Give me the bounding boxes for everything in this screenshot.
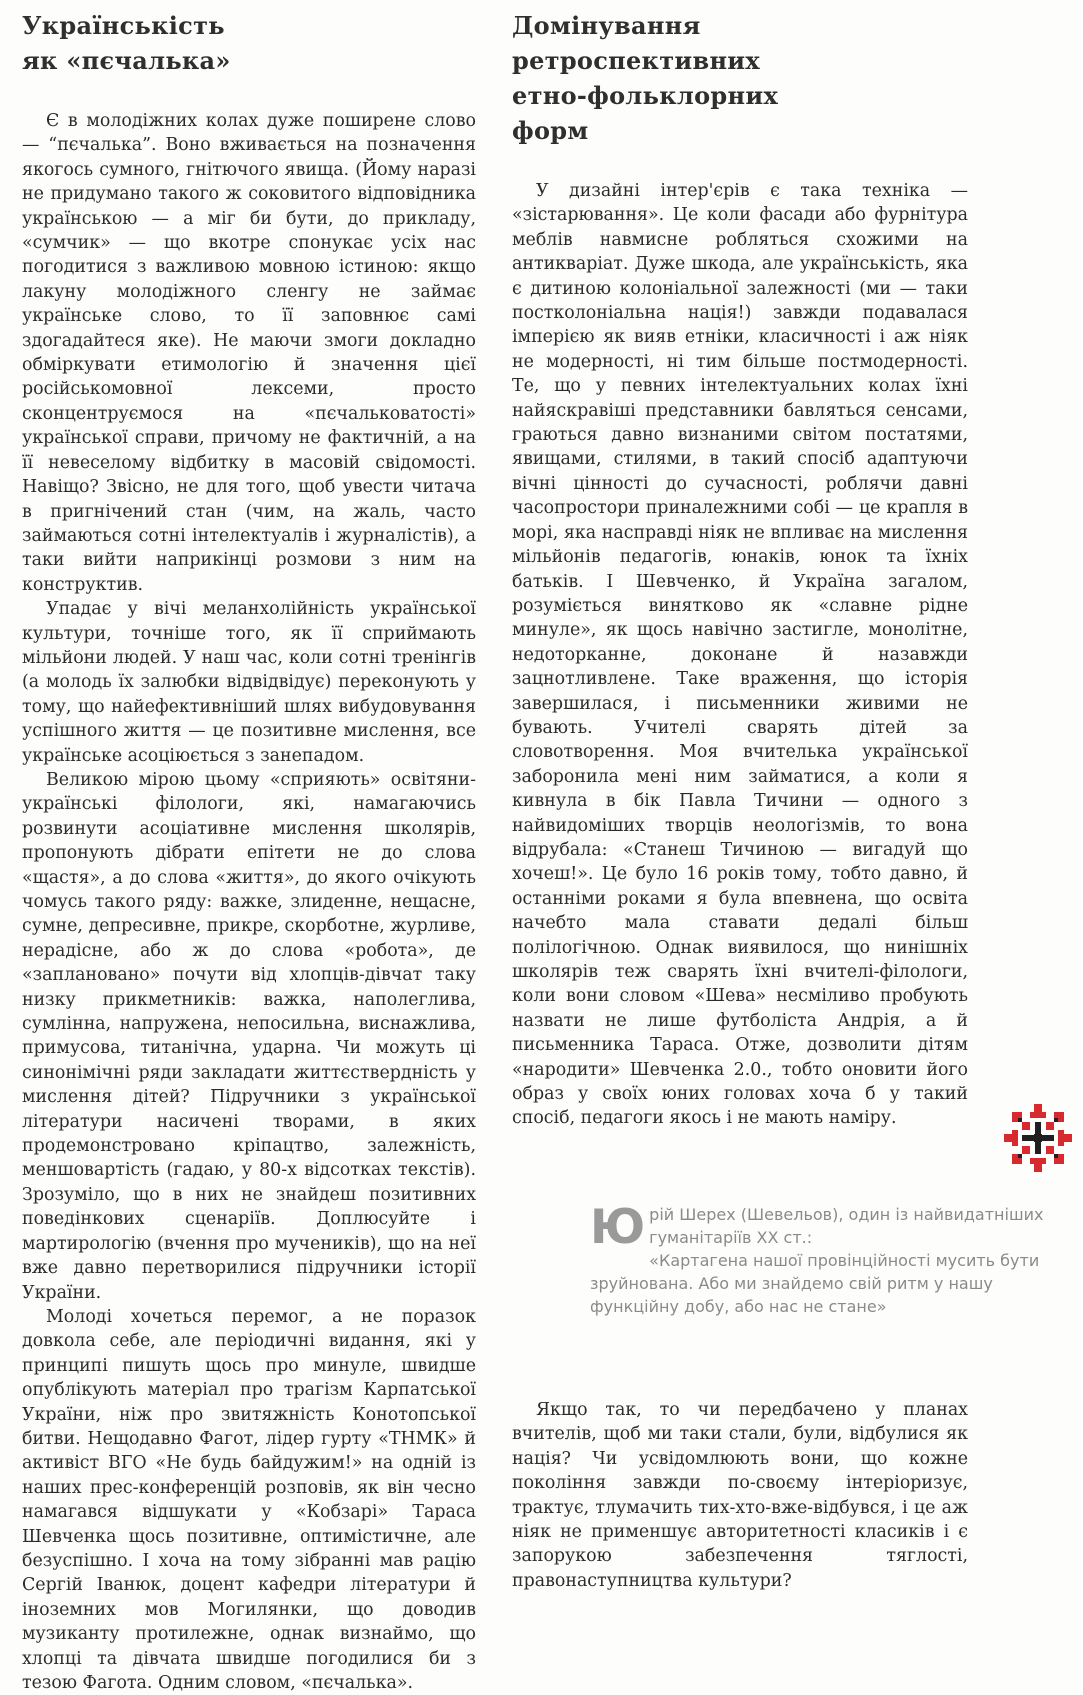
right-paragraph-1: У дизайні інтер'єрів є така техніка — «зістарювання». Це коли фасади або фурнітура меблів навмисне робляться схожими на антикваріат. Дуже шкода, але українськість, яка є дитиною колоніальної залежності (ми — таки постколоніальна нація!) завжди подавалася імперією як вияв етніки, класичності і аж ніяк не модерності, ні тим більше постмодерності. Те, що у певних інтелектуальних колах їхні найяскравіші представники бавляться сенсами, граються давно визнаними світом постатями, явищами, стилями, в такий спосіб адаптуючи вічні цінності до сучасності, роблячи давні часопростори приналежними собі — це крапля в морі, яка насправді ніяк не впливає на мислення мільйонів педагогів, юнаків, юнок та їхніх батьків. І Шевченко, й Україна загалом, розуміється винятково як «славне рідне минуле», як щось навічно застигле, монолітне, недоторканне, доконане й назавжди зацнотливлене. Таке враження, що історія завершилася, і письменники живими не бувають. Учителі сварять дітей за словотворення. Моя вчителька української заборонила мені ним займатися, а коли я кивнула в бік Павла Тичини — одного з найвидоміших творців неологізмів, то вона відрубала: «Станеш Тичиною — вигадуй що хочеш!». Це було 16 років тому, тобто давно, й останніми роками я була впевнена, що освіта начебто мала ставати дедалі більш полілогічною. Однак виявилося, що нинішніх школярів теж сварять їхні вчителі-філологи, коли вони словом «Шева» несміливо пробують назвати не лише футболіста Андрія, а й письменника Тараса. Отже, дозволити дітям «народити» Шевченка 2.0., тобто оновити його образ у своїх юних головах хоча б у такий спосіб, педагоги якось і не мають наміру. — [512, 181, 968, 1129]
right-closing-paragraph: Якщо так, то чи передбачено у планах вчителів, щоб ми таки стали, були, відбулися як нація? Чи усвідомлюють вони, що кожне покоління завжди по-своєму інтеріоризує, трактує, тлумачить тих-хто-вже-відбувся, і це аж ніяк не применшує авторитетності класиків і є запорукою забезпечення тяглості, правонаступництва культури? — [512, 1400, 968, 1591]
quote-text: «Картагена нашої провінційності мусить бути зруйнована. Або ми знайдемо свій ритм у нашу функційну добу, або нас не стане» — [590, 1251, 1040, 1316]
right-heading — [512, 8, 968, 148]
left-heading-line2: як «пєчалька» — [22, 46, 231, 75]
left-heading — [22, 8, 476, 78]
right-heading-line2: ретроспективних — [512, 46, 761, 75]
right-heading-line3: етно-фольклорних — [512, 81, 779, 110]
left-paragraph-4: Молоді хочеться перемог, а не поразок довкола себе, але періодичні видання, які у принципі пишуть щось про минуле, швидше опублікують матеріал про трагізм Карпатської України, ніж про звитяжність Конотопської битви. Нещодавно Фагот, лідер гурту «ТНМК» й активіст ВГО «Не будь байдужим!» на одній із наших прес-конференцій розповів, як він чесно намагався відшукати у «Кобзарі» Тараса Шевченка щось позитивне, оптимістичне, але безуспішно. І хоча на тому зібранні мав рацію Сергій Іванюк, доцент кафедри літератури й іноземних мов Могилянки, що доводив музиканту протилежне, однак визнаймо, що хлопці та дівчата швидше погодилися би з тезою Фагота. Одним словом, «пєчалька». — [22, 1306, 476, 1693]
left-heading-line1: Українськість — [22, 11, 225, 40]
right-heading-line1: Домінування — [512, 11, 701, 40]
right-heading-line4: форм — [512, 116, 589, 145]
left-paragraph-1: Є в молодіжних колах дуже поширене слово — “пєчалька”. Воно вживається на позначення якогось сумного, гнітючого явища. (Йому наразі не придумано такого ж соковитого відповідника українською — а міг би бути, до прикладу, «сумчик» — що вкотре спонукає усіх нас погодитися з важливою мовною істиною: якщо лакуну молодіжного сленгу не займає українське слово, то її заповнює самі здогадайтеся яке). Не маючи змоги докладно обміркувати етимологію й значення цієї російськомовної лексеми, просто сконцентруємося на «пєчальковатості» української справи, причому не фактичній, а на її невеселому відбитку в масовій свідомості. Навіщо? Звісно, не для того, щоб увести читача в пригнічений стан (чим, на жаль, часто займаються сотні інтелектуалів і журналістів), а таки вийти наприкінці розмови з ним на конструктив. — [22, 111, 476, 595]
right-column — [512, 8, 968, 1131]
left-column — [22, 8, 476, 1695]
quote-initial: Ю — [590, 1200, 646, 1255]
left-paragraph-2: Упадає у вічі меланхолійність української культури, точніше того, як її сприймають мільйони людей. У наш час, коли сотні тренінгів (а молодь їх залюбки відвідвідує) переконують у тому, що найефективніший шлях вибудовування успішного життя — це позитивне мислення, все українське асоціюється з занепадом. — [22, 599, 476, 766]
embroidery-star-icon — [1002, 1102, 1074, 1174]
right-closing-block — [512, 1398, 968, 1593]
quote-attribution: рій Шерех (Шевельов), один із найвидатніших гуманітаріїв ХХ ст.: — [649, 1205, 1044, 1247]
left-paragraph-3: Великою мірою цьому «сприяють» освітяни-українські філологи, які, намагаючись розвинути асоціативне мислення школярів, пропонують дібрати епітети не до слова «щастя», а до слова «життя», до якого очікують чомусь такого ряду: важке, злиденне, нещасне, сумне, депресивне, прикре, скорботне, журливе, нерадісне, або ж до слова «робота», де «заплановано» почути від хлопців-дівчат таку низку прикметників: важка, наполеглива, сумлінна, напружена, непосильна, виснажлива, примусова, титанічна, ударна. Чи можуть ці синонімічні ряди закладати життєствердність у мислення дітей? Підручники з української літератури насичені творами, в яких продемонстровано кріпацтво, залежність, меншовартість (гадаю, у 80-х відсотках текстів). Зрозуміло, що в них не знайдеш позитивних поведінкових сценаріїв. Доплюсуйте і мартирологію (вчення про мучеників), що на неї вже давно перетворилися підручники історії України. — [22, 769, 476, 1303]
author-quote — [590, 1200, 1080, 1318]
